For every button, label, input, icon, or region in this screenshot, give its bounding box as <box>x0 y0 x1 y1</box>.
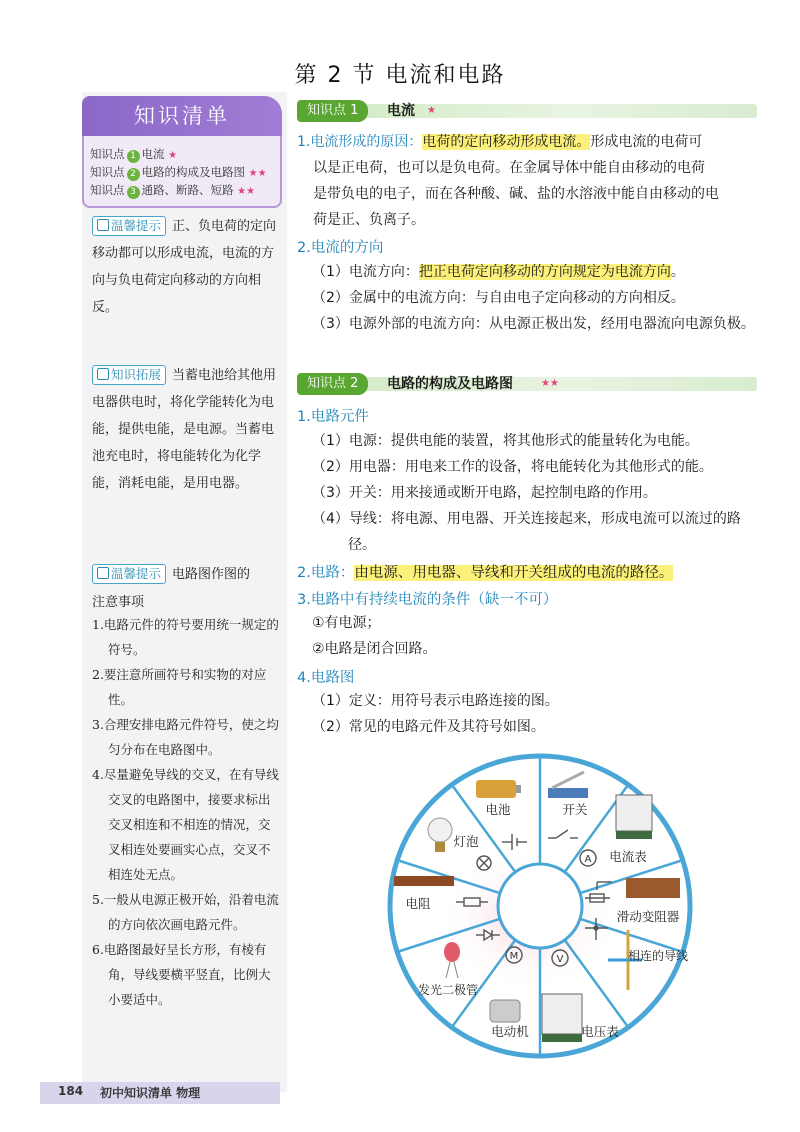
label-ammeter: 电流表 <box>609 849 647 864</box>
page-title: 第 2 节 电流和电路 <box>294 63 506 88</box>
knowledge-item-2 <box>90 164 267 181</box>
tip-tag-label: 温馨提示 <box>111 566 162 581</box>
kp-label: 知识点 1 <box>297 100 368 122</box>
s1-head: 1.电流形成的原因： <box>297 134 423 150</box>
note-item: 4.尽量避免导线的交叉，在有导线交叉的电路图中，接要求标出交叉相连和不相连的情况，交叉相连处要画实心点，交叉不相连处无点。 <box>92 767 279 882</box>
note-item: 3.合理安排电路元件符号，使之均匀分布在电路图中。 <box>92 717 279 757</box>
s5-head: 3.电路中有持续电流的条件（缺一不可） <box>297 592 558 608</box>
kp1-header <box>297 100 757 122</box>
s1-line: 荷是正、负离子。 <box>313 212 425 228</box>
s1-rest: 形成电流的电荷可 <box>590 134 703 150</box>
star-icon: ★★ <box>237 186 256 197</box>
note-icon <box>97 219 109 231</box>
note-item: 6.电路图最好呈长方形，有棱有角，导线要横平竖直，比例大小要适中。 <box>92 942 271 1007</box>
note-item: 5.一般从电源正极开始，沿着电流的方向依次画电路元件。 <box>92 892 279 932</box>
kp-label: 知识点 2 <box>297 373 368 395</box>
resistor-illustration <box>394 876 454 886</box>
s3-item: （3）开关：用来接通或断开电路，起控制电路的作用。 <box>312 485 657 501</box>
circuit-symbol-wheel <box>380 750 700 1062</box>
s3-item: （2）用电器：用电来工作的设备，将电能转化为其他形式的能。 <box>312 459 713 475</box>
tip-box-1 <box>92 213 280 321</box>
item-text: 电路的构成及电路图 <box>141 165 245 179</box>
battery-illustration <box>476 780 521 798</box>
label-connected-wire: 相连的导线 <box>627 949 689 963</box>
motor-illustration <box>490 1000 520 1022</box>
item-number: 2 <box>127 168 140 181</box>
note-icon <box>97 567 109 579</box>
knowledge-list-header: 知识清单 <box>82 96 282 136</box>
s4-highlight: 由电源、用电器、导线和开关组成的电流的路径。 <box>354 565 674 581</box>
section-1 <box>297 129 759 233</box>
s5-cond: ①有电源； <box>312 615 381 631</box>
label-resistor: 电阻 <box>405 896 431 911</box>
s2-item: （2）金属中的电流方向：与自由电子定向移动的方向相反。 <box>312 290 685 306</box>
tip-tag-label: 知识拓展 <box>111 367 162 382</box>
note-icon <box>97 368 109 380</box>
s3-item: （4）导线：将电源、用电器、开关连接起来，形成电流可以流过的路径。 <box>312 511 741 553</box>
item-number: 3 <box>127 186 140 199</box>
section-3 <box>312 428 760 558</box>
label-motor: 电动机 <box>491 1024 529 1039</box>
label-switch: 开关 <box>562 802 588 817</box>
section-5 <box>312 610 760 662</box>
tip-tag <box>92 216 166 236</box>
section-2 <box>312 259 760 337</box>
ammeter-letter: A <box>584 854 592 865</box>
section-4 <box>297 561 673 582</box>
s3-head: 1.电路元件 <box>297 409 369 425</box>
tip-box-3-header <box>92 563 282 584</box>
s2-punct: 。 <box>670 264 685 280</box>
page-number: 184 <box>58 1084 84 1098</box>
s2-item: （1）电流方向： <box>312 264 419 280</box>
s6-head: 4.电路图 <box>297 670 355 686</box>
kp-name: 电路的构成及电路图 <box>387 376 513 392</box>
voltmeter-letter: V <box>556 954 564 965</box>
star-icon: ★ <box>168 150 178 161</box>
item-prefix: 知识点 <box>90 183 125 197</box>
s3-item: （1）电源：提供电能的装置，将其他形式的能量转化为电能。 <box>312 433 699 449</box>
label-rheostat: 滑动变阻器 <box>616 909 680 924</box>
knowledge-item-3 <box>90 182 255 199</box>
star-icon: ★★ <box>541 378 559 389</box>
s1-line: 以是正电荷，也可以是负电荷。在金属导体中能自由移动的电荷 <box>313 160 705 176</box>
knowledge-item-1 <box>90 146 177 163</box>
tip-title: 电路图作图的 <box>172 567 251 582</box>
item-text: 电流 <box>141 147 165 161</box>
star-icon: ★★ <box>248 168 267 179</box>
tip-tag <box>92 564 166 584</box>
s2-item: （3）电源外部的电流方向：从电源正极出发，经用电器流向电源负极。 <box>312 316 755 332</box>
notes-list <box>92 612 282 1012</box>
label-battery: 电池 <box>485 802 511 817</box>
section-6 <box>312 688 760 740</box>
kp2-header <box>297 373 757 395</box>
s2-highlight: 把正电荷定向移动的方向规定为电流方向 <box>418 264 671 280</box>
tip-text: 正、负电荷的定向移动都可以形成电流，电流的方向与负电荷定向移动的方向相反。 <box>92 219 277 315</box>
star-icon: ★ <box>427 105 436 116</box>
s1-highlight: 电荷的定向移动形成电流。 <box>422 134 591 150</box>
label-voltmeter: 电压表 <box>581 1024 619 1039</box>
s5-cond: ②电路是闭合回路。 <box>312 641 437 657</box>
s4-head: 2.电路： <box>297 565 355 581</box>
tip-text: 当蓄电池给其他用电器供电时，将化学能转化为电能，提供电能，是电源。当蓄电池充电时，将电能转化为化学能，消耗电能，是用电器。 <box>92 368 277 491</box>
book-title: 初中知识清单 物理 <box>100 1086 201 1100</box>
note-item: 1.电路元件的符号要用统一规定的符号。 <box>92 617 279 657</box>
item-text: 通路、断路、短路 <box>141 183 234 197</box>
tip-box-2 <box>92 362 280 497</box>
item-number: 1 <box>127 150 140 163</box>
s6-item: （1）定义：用符号表示电路连接的图。 <box>312 693 559 709</box>
motor-letter: M <box>509 951 519 962</box>
item-prefix: 知识点 <box>90 147 125 161</box>
tip-title-line-2: 注意事项 <box>92 595 145 610</box>
label-led: 发光二极管 <box>417 983 479 997</box>
label-bulb: 灯泡 <box>453 834 479 849</box>
rheostat-illustration <box>626 878 680 898</box>
s2-head: 2.电流的方向 <box>297 240 384 256</box>
s6-item: （2）常见的电路元件及其符号如图。 <box>312 719 545 735</box>
tip-tag-label: 温馨提示 <box>111 218 162 233</box>
tip-tag <box>92 365 166 385</box>
wheel-center <box>498 864 582 948</box>
kp-name: 电流 <box>387 103 415 119</box>
note-item: 2.要注意所画符号和实物的对应性。 <box>92 667 267 707</box>
ammeter-illustration <box>616 795 652 839</box>
s1-line: 是带负电的电子，而在各种酸、碱、盐的水溶液中能自由移动的电 <box>313 186 719 202</box>
item-prefix: 知识点 <box>90 165 125 179</box>
voltmeter-illustration <box>542 994 582 1042</box>
